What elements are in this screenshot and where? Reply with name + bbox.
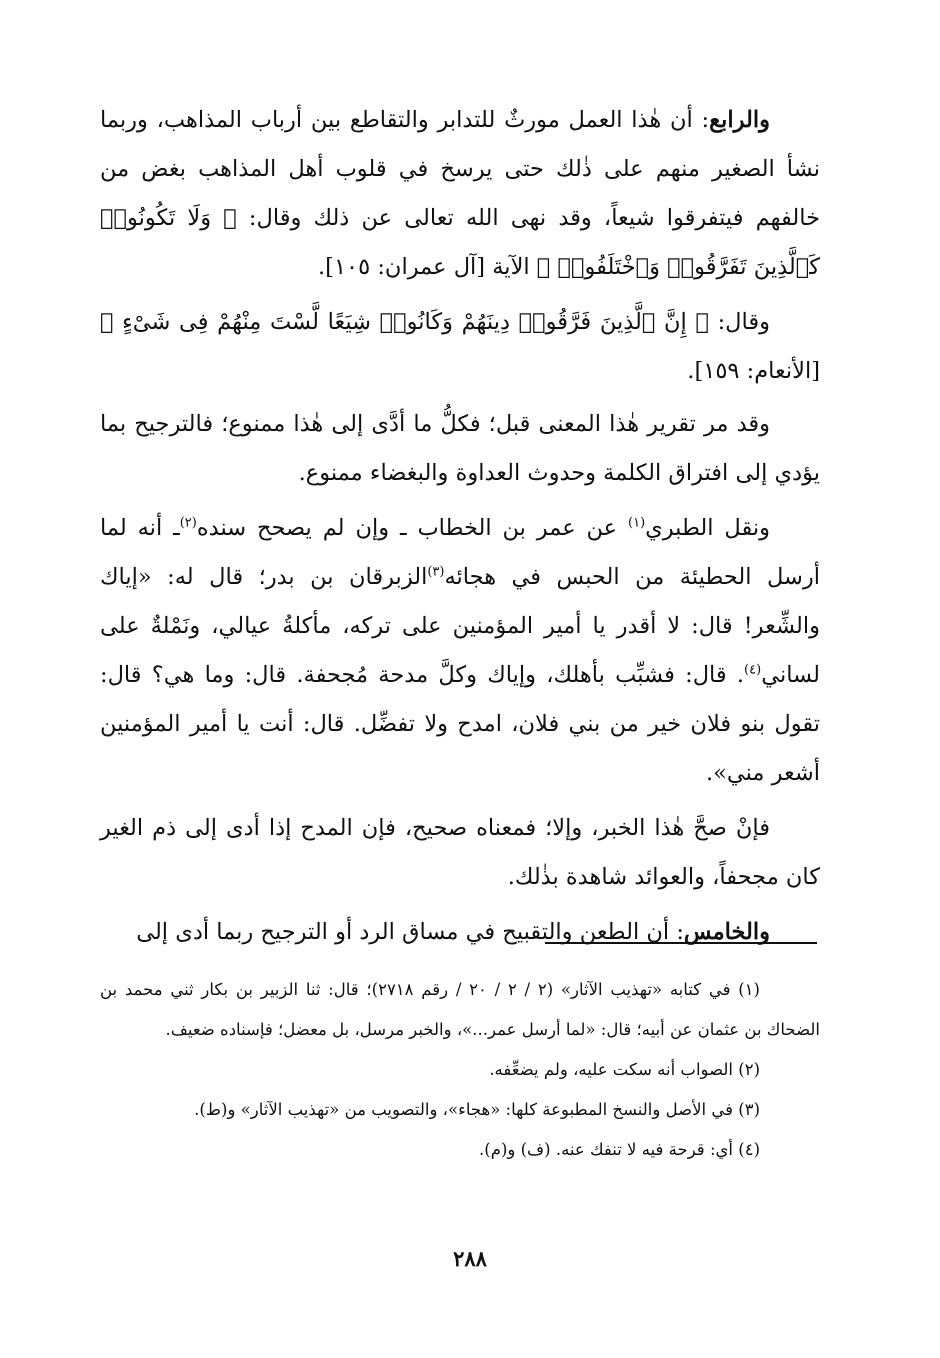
paragraph-fourth-reason	[100, 96, 820, 292]
footnote-ref-3: (٣)	[427, 564, 445, 580]
footnote-divider	[545, 942, 817, 944]
paragraph-tabari-narration	[100, 504, 820, 798]
footnote-2: (٢) الصواب أنه سكت عليه، ولم يضعِّفه.	[489, 1060, 760, 1079]
paragraph-body: : أن الطعن والتقبيح في مساق الرد أو الترجيح ربما أدى إلى	[136, 919, 684, 945]
paragraph-quran-quote: وقال: ﴿ إِنَّ ٱلَّذِينَ فَرَّقُوا۟ دِينَهُمْ وَكَانُوا۟ شِيَعًا لَّسْتَ مِنْهُمْ فِى شَىْءٍ ﴾ [الأنعام: ١٥٩].	[100, 309, 820, 384]
paragraph-segment: عن عمر بن الخطاب ـ وإن لم يصحح سنده	[196, 515, 629, 541]
paragraph-lead-fourth: والرابع	[709, 107, 770, 133]
footnote-ref-2: (٢)	[179, 515, 197, 531]
paragraph-body: : أن هٰذا العمل مورثٌ للتدابر والتقاطع بين أرباب المذاهب، وربما نشأ الصغير منهم على ذٰلك حتى يرسخ في قلوب أهل المذاهب بغض من خالفهم فيتفرقوا شيعاً، وقد نهى الله تعالى عن ذلك وقال: ﴿ وَلَا تَكُونُوا۟ كَٱلَّذِينَ تَفَرَّقُوا۟ وَٱخْتَلَفُوا۟ ﴾ الآية [آل عمران: ١٠٥].	[100, 107, 820, 280]
footnote-ref-4: (٤)	[744, 662, 762, 678]
paragraph-lead-fifth: والخامس	[683, 919, 770, 945]
footnote-ref-1: (١)	[628, 515, 646, 531]
footnotes	[100, 970, 820, 1170]
page-number: ٢٨٨	[453, 1246, 487, 1271]
footnote-1: (١) في كتابه «تهذيب الآثار» (٢ / ٢ / ٢٠ / رقم ٢٧١٨)؛ قال: ثنا الزبير بن بكار ثني محمد بن الضحاك بن عثمان عن أبيه؛ قال: «لما أرسل عمر...»، والخبر مرسل، بل معضل؛ فإسناده ضعيف.	[100, 980, 820, 1039]
paragraph-segment: الزبرقان بن بدر؛ قال له: «إياك والشِّعر! قال: لا أقدر يا أمير المؤمنين على تركه، مأكلةُ عيالي، ونَمْلةٌ على لساني	[100, 564, 820, 688]
footnote-3: (٣) في الأصل والنسخ المطبوعة كلها: «هجاء»، والتصويب من «تهذيب الآثار» و(ط).	[194, 1100, 760, 1119]
main-text	[100, 96, 820, 963]
paragraph-prior-discussion: وقد مر تقرير هٰذا المعنى قبل؛ فكلُّ ما أدَّى إلى هٰذا ممنوع؛ فالترجيح بما يؤدي إلى افتراق الكلمة وحدوث العداوة والبغضاء ممنوع.	[100, 411, 820, 486]
paragraph-fifth-reason	[100, 908, 820, 957]
paragraph-authenticity: فإنْ صحَّ هٰذا الخبر، وإلا؛ فمعناه صحيح، فإن المدح إذا أدى إلى ذم الغير كان مجحفاً، والعوائد شاهدة بذٰلك.	[100, 815, 820, 890]
footnote-4: (٤) أي: قرحة فيه لا تنفك عنه. (ف) و(م).	[479, 1140, 760, 1159]
paragraph-segment: ونقل الطبري	[645, 515, 770, 541]
paragraph-segment: ـ أنه لما أرسل الحطيئة من الحبس في هجائه	[100, 515, 820, 590]
paragraph-segment: . قال: فشبِّب بأهلك، وإياك وكلَّ مدحة مُجحفة. قال: وما هي؟ قال: تقول بنو فلان خير من بني فلان، امدح ولا تفضِّل. قال: أنت يا أمير المؤمنين أشعر مني».	[100, 662, 820, 786]
